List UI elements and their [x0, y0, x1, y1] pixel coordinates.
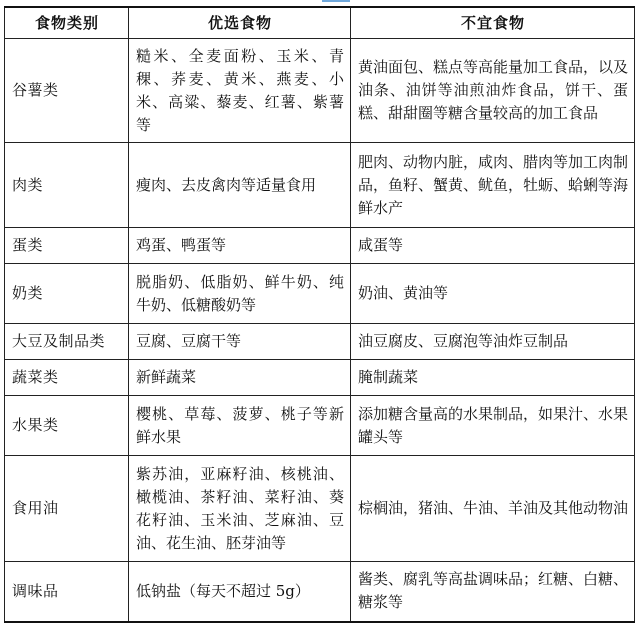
header-category: 食物类别: [5, 7, 129, 39]
preferred-cell: 瘦肉、去皮禽肉等适量食用: [129, 143, 351, 228]
preferred-cell: 糙米、全麦面粉、玉米、青稞、荞麦、黄米、燕麦、小米、高粱、藜麦、红薯、紫薯等: [129, 39, 351, 143]
avoid-cell: 腌制蔬菜: [351, 360, 635, 396]
avoid-cell: 酱类、腐乳等高盐调味品；红糖、白糖、糖浆等: [351, 562, 635, 622]
category-cell: 蛋类: [5, 228, 129, 264]
category-cell: 食用油: [5, 456, 129, 562]
table-row-oils: [5, 456, 635, 562]
food-recommendation-table: [4, 6, 635, 623]
table-row-soy: [5, 324, 635, 360]
category-cell: 蔬菜类: [5, 360, 129, 396]
avoid-cell: 黄油面包、糕点等高能量加工食品，以及油条、油饼等油煎油炸食品，饼干、蛋糕、甜甜圈等糖含量较高的加工食品: [351, 39, 635, 143]
category-cell: 肉类: [5, 143, 129, 228]
header-avoid: 不宜食物: [351, 7, 635, 39]
table-row-condiments: [5, 562, 635, 622]
top-accent-mark: [322, 0, 350, 2]
category-cell: 调味品: [5, 562, 129, 622]
table-row-eggs: [5, 228, 635, 264]
preferred-cell: 低钠盐（每天不超过 5g）: [129, 562, 351, 622]
category-cell: 奶类: [5, 264, 129, 324]
avoid-cell: 咸蛋等: [351, 228, 635, 264]
category-cell: 大豆及制品类: [5, 324, 129, 360]
preferred-cell: 樱桃、草莓、菠萝、桃子等新鲜水果: [129, 396, 351, 456]
table-row-grains: [5, 39, 635, 143]
table-row-meat: [5, 143, 635, 228]
preferred-cell: 鸡蛋、鸭蛋等: [129, 228, 351, 264]
avoid-cell: 添加糖含量高的水果制品，如果汁、水果罐头等: [351, 396, 635, 456]
category-cell: 水果类: [5, 396, 129, 456]
preferred-cell: 脱脂奶、低脂奶、鲜牛奶、纯牛奶、低糖酸奶等: [129, 264, 351, 324]
avoid-cell: 奶油、黄油等: [351, 264, 635, 324]
preferred-cell: 新鲜蔬菜: [129, 360, 351, 396]
avoid-cell: 肥肉、动物内脏，咸肉、腊肉等加工肉制品，鱼籽、蟹黄、鱿鱼，牡蛎、蛤蜊等海鲜水产: [351, 143, 635, 228]
header-preferred: 优选食物: [129, 7, 351, 39]
table-row-fruit: [5, 396, 635, 456]
table-row-vegetables: [5, 360, 635, 396]
preferred-cell: 豆腐、豆腐干等: [129, 324, 351, 360]
table-header-row: [5, 7, 635, 39]
preferred-cell: 紫苏油，亚麻籽油、核桃油、橄榄油、茶籽油、菜籽油、葵花籽油、玉米油、芝麻油、豆油、花生油、胚芽油等: [129, 456, 351, 562]
table-row-dairy: [5, 264, 635, 324]
avoid-cell: 棕榈油，猪油、牛油、羊油及其他动物油: [351, 456, 635, 562]
category-cell: 谷薯类: [5, 39, 129, 143]
avoid-cell: 油豆腐皮、豆腐泡等油炸豆制品: [351, 324, 635, 360]
